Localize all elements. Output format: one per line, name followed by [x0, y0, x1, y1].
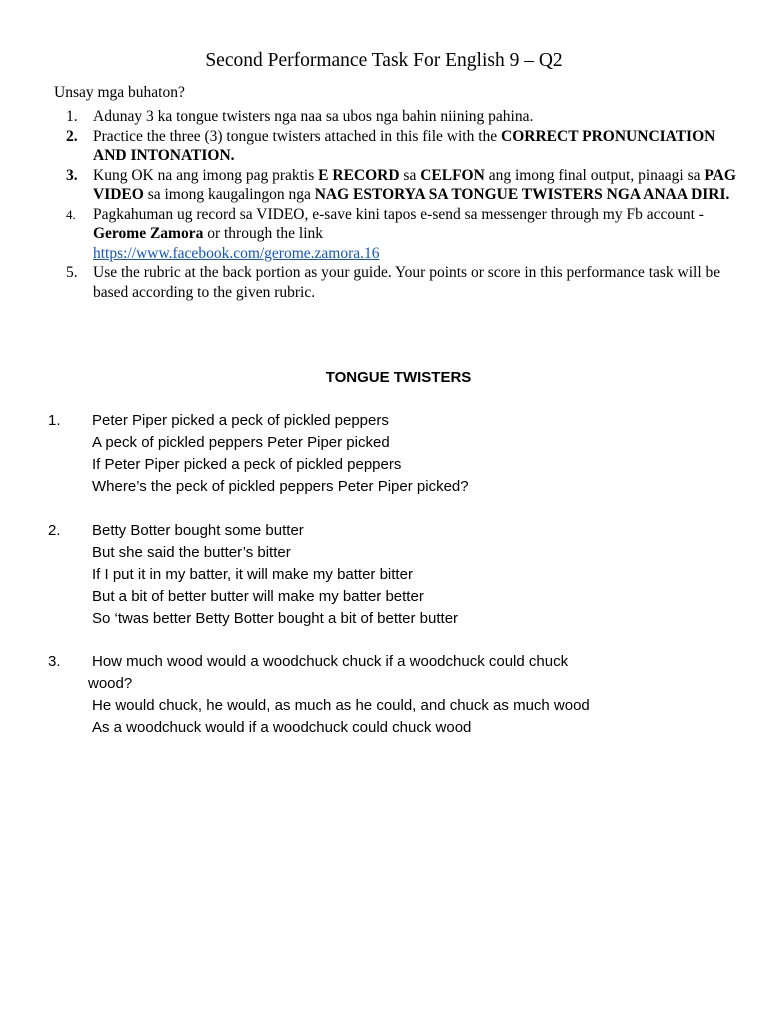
- section-heading: TONGUE TWISTERS: [325, 369, 472, 386]
- twister-line: He would chuck, he would, as much as he could, and chuck as much wood: [92, 697, 590, 714]
- twister-number: 2.: [48, 522, 61, 539]
- facebook-link[interactable]: https://www.facebook.com/gerome.zamora.16: [93, 244, 380, 262]
- instruction-text: sa imong kaugalingon nga: [143, 186, 315, 203]
- twister-line: wood?: [88, 675, 133, 692]
- instruction-text: Pagkahuman ug record sa VIDEO, e-save kini tapos e-send sa messenger through my Fb account -: [93, 205, 704, 223]
- instructions-heading: Unsay mga buhaton?: [54, 84, 185, 101]
- twister-line: So ‘twas better Betty Botter bought a bit of better butter: [92, 610, 459, 627]
- twister-line: How much wood would a woodchuck chuck if a woodchuck could chuck: [92, 653, 569, 670]
- instruction-number: 1.: [66, 108, 78, 125]
- twister-line: But a bit of better butter will make my batter better: [92, 588, 424, 605]
- tongue-twister-2: [48, 520, 728, 630]
- instruction-number: 2.: [66, 127, 78, 145]
- instruction-item-4: [66, 205, 738, 264]
- twister-line: If Peter Piper picked a peck of pickled peppers: [92, 456, 402, 473]
- instruction-emphasis: NAG ESTORYA SA TONGUE TWISTERS NGA ANAA DIRI.: [314, 186, 730, 203]
- instruction-text: Adunay 3 ka tongue twisters nga naa sa ubos nga bahin niining pahina.: [93, 108, 534, 125]
- twister-number: 1.: [48, 412, 61, 429]
- page-title: Second Performance Task For English 9 – Q2: [205, 50, 563, 71]
- instruction-text: ang imong final output, pinaagi sa: [484, 166, 705, 184]
- instruction-text: sa: [399, 166, 421, 184]
- contact-name: Gerome Zamora: [93, 225, 204, 242]
- instruction-emphasis: CORRECT PRONUNCIATION AND INTONATION.: [93, 127, 716, 164]
- instruction-emphasis: E RECORD: [318, 166, 400, 184]
- tongue-twister-1: [48, 410, 728, 498]
- instruction-emphasis: PAG VIDEO: [93, 166, 736, 203]
- instruction-item-2: [66, 127, 738, 166]
- twister-line: A peck of pickled peppers Peter Piper picked: [92, 434, 390, 451]
- instruction-number: 5.: [66, 264, 78, 281]
- instruction-item-1: [66, 107, 738, 127]
- instruction-item-3: [66, 166, 738, 205]
- instruction-number: 3.: [66, 166, 78, 184]
- twister-line: If I put it in my batter, it will make my batter bitter: [92, 566, 413, 583]
- twister-line: But she said the butter’s bitter: [92, 544, 291, 561]
- twister-line: Betty Botter bought some butter: [92, 522, 304, 539]
- instruction-emphasis: CELFON: [420, 166, 485, 184]
- twister-line: As a woodchuck would if a woodchuck could chuck wood: [92, 719, 472, 736]
- tongue-twister-3: [48, 651, 728, 739]
- instruction-text: Use the rubric at the back portion as your guide. Your points or score in this performance task will be based according to the given rubric.: [93, 264, 721, 301]
- twister-number: 3.: [48, 653, 61, 670]
- twister-line: Peter Piper picked a peck of pickled peppers: [92, 412, 389, 429]
- twister-line: Where’s the peck of pickled peppers Peter Piper picked?: [92, 478, 469, 495]
- instruction-text: Kung OK na ang imong pag praktis: [93, 166, 319, 184]
- instruction-text: Practice the three (3) tongue twisters attached in this file with the: [93, 127, 502, 145]
- instructions-list: [66, 107, 738, 302]
- instruction-item-5: [66, 263, 738, 302]
- instruction-number: 4.: [66, 206, 76, 222]
- instruction-text: or through the link: [203, 225, 324, 242]
